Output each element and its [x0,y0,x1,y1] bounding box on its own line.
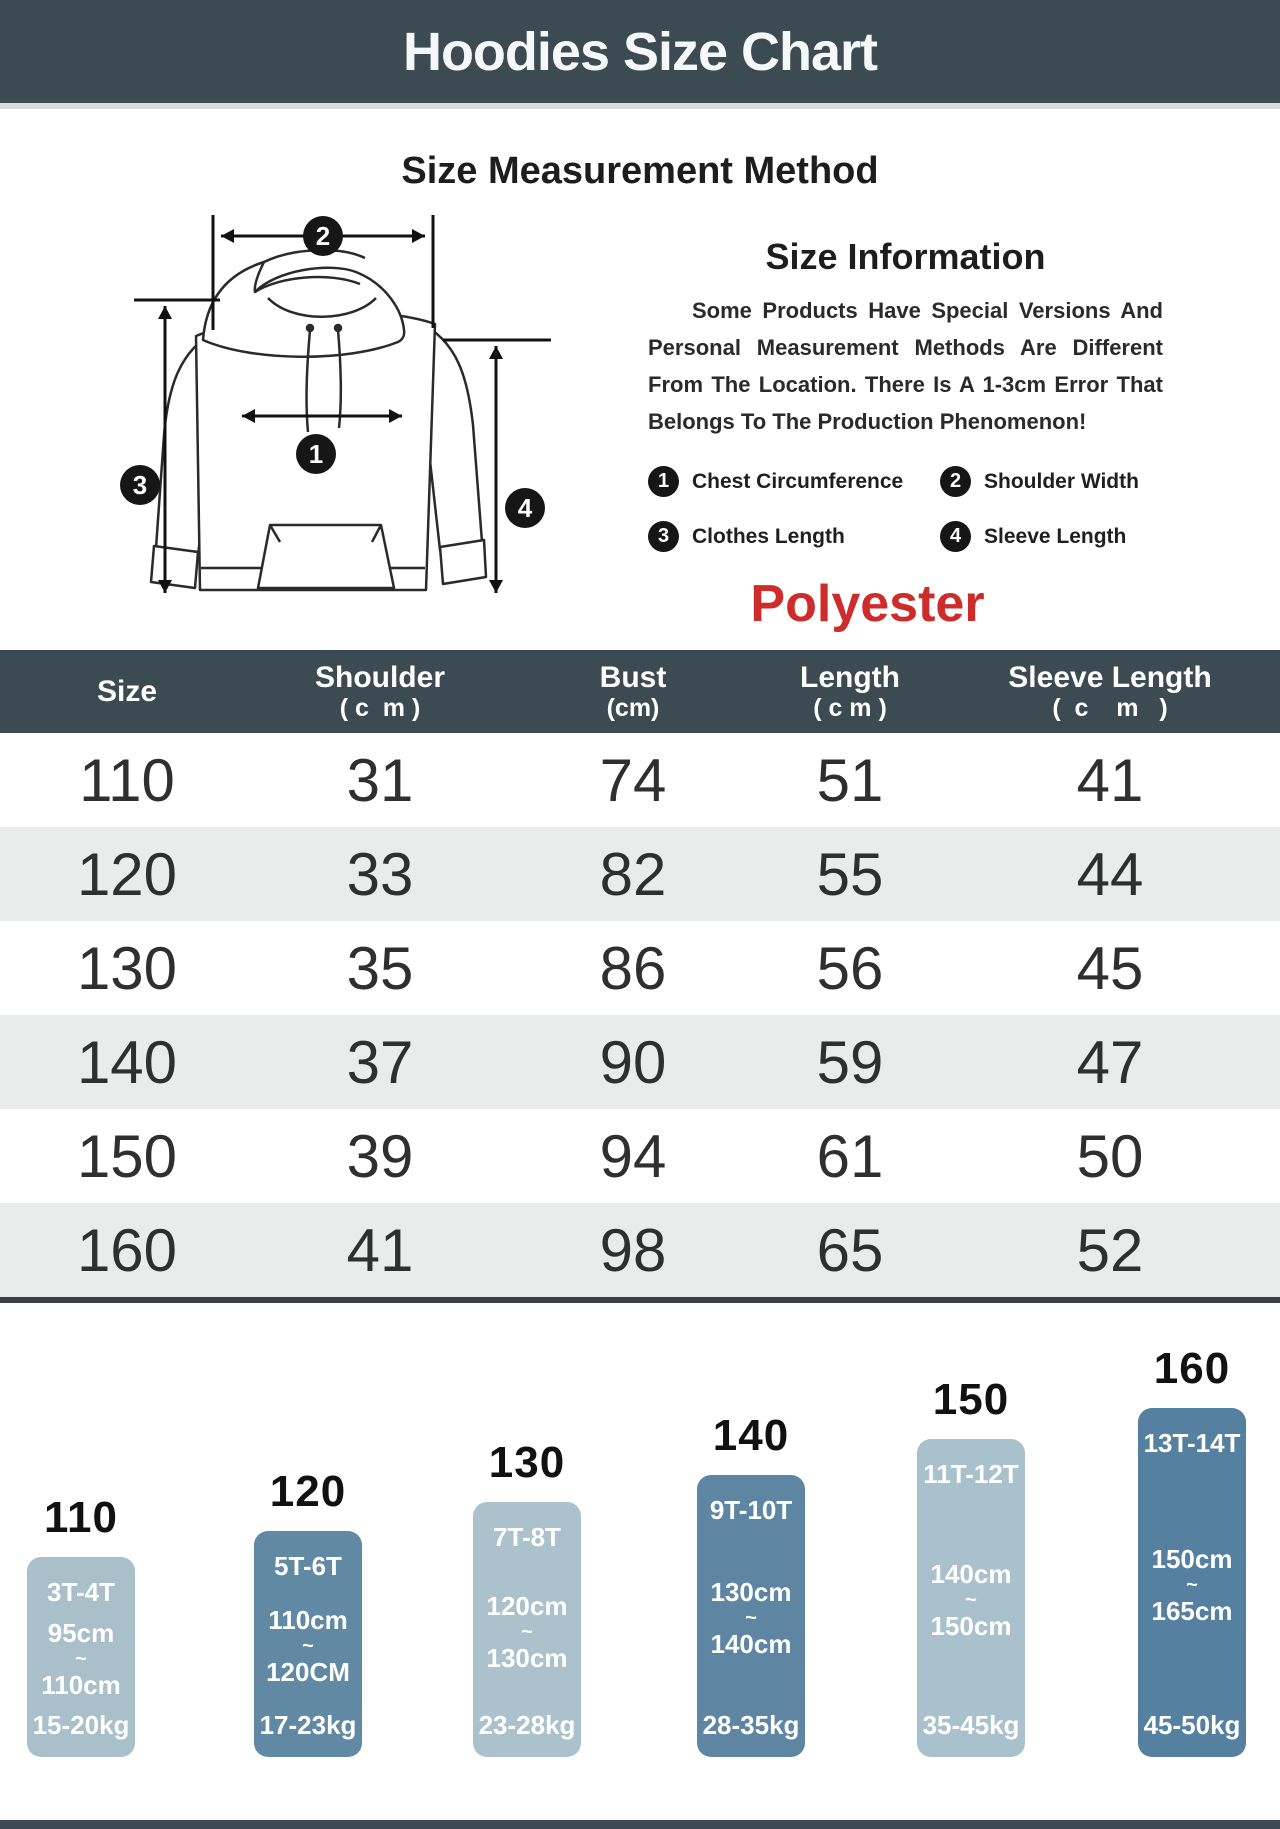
column-header-length [760,662,940,722]
table-row [0,827,1280,921]
legend-num-2: 2 [940,466,971,497]
bar-size-label: 130 [488,1438,566,1487]
bar-height-range [266,1603,350,1689]
table-header-row [0,650,1280,733]
bar-height-to: 110cm [41,1670,121,1700]
bar-height-to: 130cm [486,1642,568,1673]
material-label: Polyester [750,575,985,633]
table-cell: 130 [76,934,178,1002]
legend-label-shoulder: Shoulder Width [984,469,1139,493]
table-cell: 120 [76,840,178,908]
legend-label-chest: Chest Circumference [692,469,904,493]
drawstring-hole [335,325,341,331]
column-header-size [0,676,254,708]
table-row [0,733,1280,827]
table-cell: 74 [599,746,667,814]
table-cell: 45 [1076,934,1144,1002]
size-bar-group [473,1438,581,1757]
hoodie-hood [203,262,404,357]
legend-item-chest [648,466,940,497]
bar-height-from: 130cm [710,1577,792,1607]
table-cell: 86 [599,934,667,1002]
table-cell: 59 [816,1028,884,1096]
bar-weight-range: 15-20kg [32,1710,130,1740]
marker-num-3: 3 [132,470,148,500]
table-cell: 56 [816,934,884,1002]
bar-height-to: 120CM [266,1657,350,1687]
size-table [0,650,1280,1297]
bar-size-label: 150 [932,1375,1010,1424]
bar-height-from: 120cm [486,1590,568,1621]
table-cell: 94 [599,1122,667,1190]
bar-weight-range: 28-35kg [702,1710,800,1740]
column-name: Length [800,660,900,694]
tilde: ~ [1186,1573,1198,1596]
banner-divider [0,103,1280,109]
table-row [0,1015,1280,1109]
bar-weight-range: 17-23kg [259,1710,357,1740]
size-information [648,236,1163,634]
column-unit: ( c m ) [1052,693,1168,722]
bar-height-range [1152,1542,1233,1628]
tilde: ~ [75,1648,87,1670]
table-cell: 37 [346,1028,414,1096]
table-cell: 41 [346,1216,414,1284]
column-unit: ( c m ) [339,693,421,722]
table-cell: 44 [1076,840,1144,908]
size-information-text: Some Products Have Special Versions And Personal Measurement Methods Are Different From The Location. There Is A 1-3cm Error That Belongs To The Production Phenomenon! [648,298,1163,434]
table-cell: 50 [1076,1122,1144,1190]
marker-num-1: 1 [308,439,324,469]
tilde: ~ [302,1635,314,1657]
hoodie-left-cuff [151,546,198,588]
table-cell: 33 [346,840,414,908]
bar-height-range [711,1575,792,1661]
table-cell: 51 [816,746,884,814]
bar-height-to: 150cm [930,1611,1012,1641]
size-bar [254,1531,362,1757]
column-unit: (cm) [606,693,660,722]
column-name: Size [96,674,158,708]
legend-num-4: 4 [940,521,971,552]
title-banner [0,0,1280,103]
table-cell: 61 [816,1122,884,1190]
table-row [0,1203,1280,1297]
measurement-legend [648,466,1163,552]
bar-height-to: 140cm [710,1629,792,1659]
size-bar [917,1439,1025,1757]
table-body [0,733,1280,1297]
size-bar [697,1475,805,1757]
bar-age-range: 5T-6T [274,1551,342,1581]
table-cell: 41 [1076,746,1144,814]
hoodie-measurement-diagram [118,200,578,630]
bar-height-from: 140cm [930,1559,1012,1589]
bar-age-range: 13T-14T [1143,1428,1241,1458]
tilde: ~ [745,1607,757,1629]
bar-height-from: 110cm [268,1605,348,1635]
footer-strip [0,1820,1280,1829]
size-bar [27,1557,135,1757]
legend-item-clothes-length [648,521,940,552]
legend-item-sleeve-length [940,521,1163,552]
hoodie-diagram-svg [118,200,578,630]
bar-weight-range: 23-28kg [478,1710,576,1740]
legend-label-sleeve-length: Sleeve Length [984,524,1127,548]
size-bars [0,1303,1280,1820]
legend-num-1: 1 [648,466,679,497]
bar-size-label: 120 [269,1467,347,1516]
bar-size-label: 110 [44,1493,118,1542]
table-cell: 52 [1076,1216,1144,1284]
bar-size-label: 140 [712,1411,790,1460]
column-name: Shoulder [314,660,445,694]
measurement-method-heading: Size Measurement Method [401,150,879,192]
table-cell: 90 [599,1028,667,1096]
bar-height-from: 95cm [47,1618,115,1648]
bar-size-label: 160 [1153,1344,1231,1393]
bar-weight-range: 35-45kg [922,1710,1020,1740]
table-cell: 47 [1076,1028,1144,1096]
drawstring-hole [307,325,313,331]
size-bar-group [1138,1344,1246,1757]
size-bar-group [917,1375,1025,1757]
column-unit: ( c m ) [813,693,887,722]
bar-age-range: 3T-4T [47,1577,115,1607]
bar-height-range [487,1589,568,1675]
marker-num-2: 2 [315,221,331,251]
size-bar [1138,1408,1246,1757]
hoodie-pocket [258,525,394,588]
table-row [0,921,1280,1015]
table-cell: 110 [79,746,175,814]
size-bar-group [697,1411,805,1757]
column-header-sleeve-length [940,662,1280,722]
column-header-shoulder [254,662,506,722]
bar-height-to: 165cm [1151,1595,1233,1626]
tilde: ~ [965,1589,977,1611]
table-cell: 150 [76,1122,178,1190]
legend-label-clothes-length: Clothes Length [692,524,845,548]
table-cell: 98 [599,1216,667,1284]
column-name: Bust [599,660,667,694]
table-cell: 35 [346,934,414,1002]
column-header-bust [506,662,760,722]
table-cell: 55 [816,840,884,908]
column-name: Sleeve Length [1008,660,1212,694]
size-information-heading: Size Information [765,236,1046,277]
marker-num-4: 4 [517,493,533,523]
bar-age-range: 7T-8T [493,1522,561,1552]
size-bar-group [27,1493,135,1757]
page-title: Hoodies Size Chart [402,21,878,82]
table-cell: 31 [346,746,414,814]
bar-weight-range: 45-50kg [1143,1710,1241,1740]
bar-height-from: 150cm [1151,1543,1233,1574]
bar-age-range: 11T-12T [923,1459,1019,1489]
bar-height-range [41,1616,121,1702]
size-bar [473,1502,581,1757]
table-cell: 39 [346,1122,414,1190]
size-bar-group [254,1467,362,1757]
tilde: ~ [521,1620,533,1643]
table-cell: 160 [76,1216,178,1284]
legend-item-shoulder [940,466,1163,497]
hoodie-right-cuff [440,540,486,584]
table-cell: 140 [76,1028,178,1096]
legend-num-3: 3 [648,521,679,552]
bar-height-range [931,1557,1012,1643]
table-cell: 65 [816,1216,884,1284]
table-cell: 82 [599,840,667,908]
table-row [0,1109,1280,1203]
bar-age-range: 9T-10T [709,1495,793,1525]
